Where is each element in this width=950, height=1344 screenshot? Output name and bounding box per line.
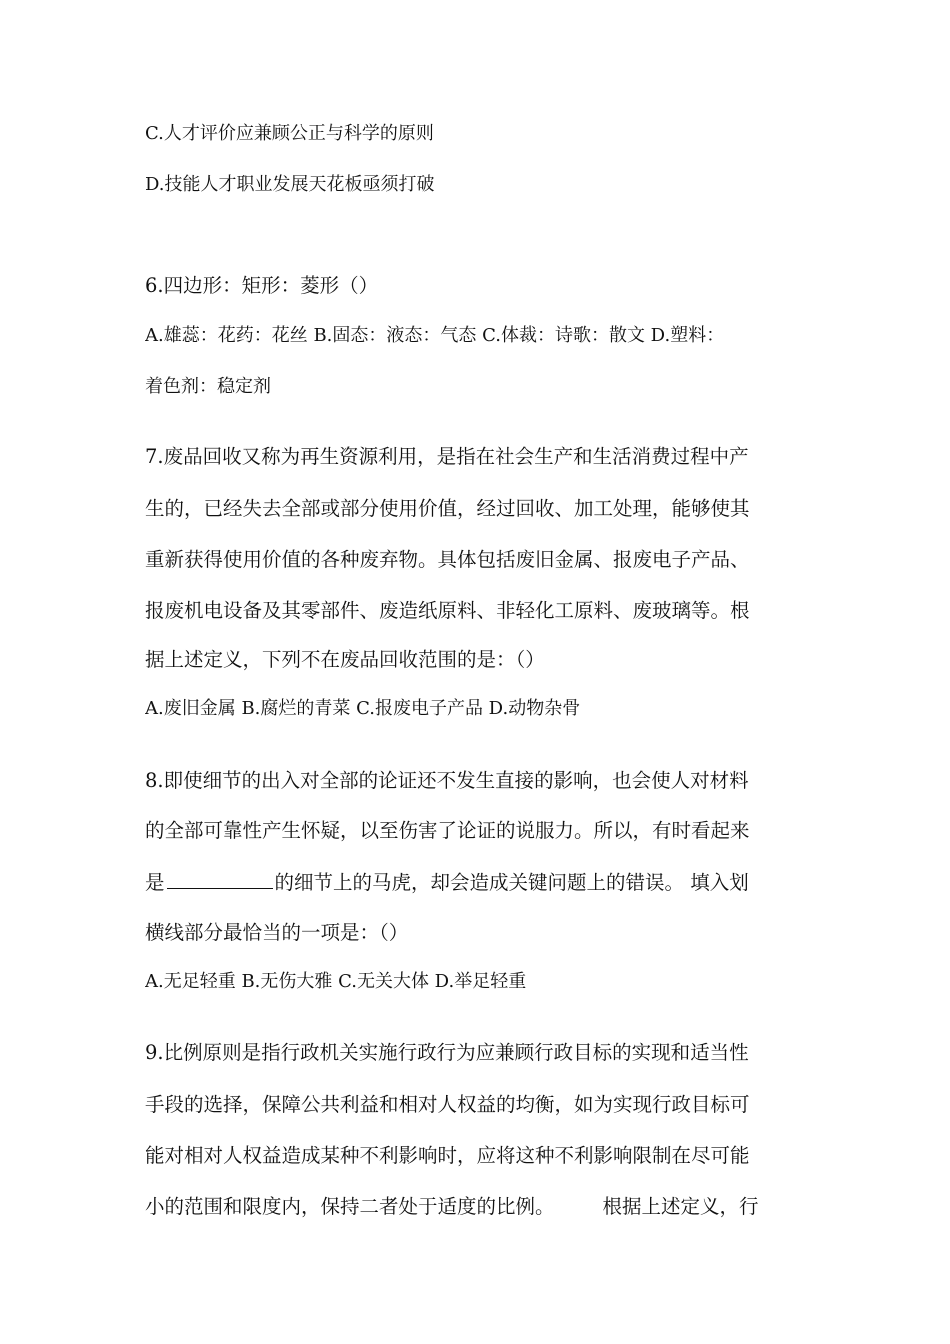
q8-line1: 8.即使细节的出入对全部的论证还不发生直接的影响，也会使人对材料: [145, 769, 749, 792]
q8-options: A.无足轻重 B.无伤大雅 C.无关大体 D.举足轻重: [145, 971, 527, 992]
q8-line3: [145, 868, 815, 898]
q8-line2: 的全部可靠性产生怀疑，以至伤害了论证的说服力。所以，有时看起来: [145, 819, 750, 842]
q9-line1: 9.比例原则是指行政机关实施行政行为应兼顾行政目标的实现和适当性: [145, 1041, 749, 1064]
q6-stem: 6.四边形：矩形：菱形（）: [145, 274, 379, 297]
q9-line4-before: 小的范围和限度内，保持二者处于适度的比例。: [145, 1195, 555, 1218]
q9-line3: 能对相对人权益造成某种不利影响时，应将这种不利影响限制在尽可能: [145, 1144, 750, 1167]
q6-options-line1: A.雄蕊：花药：花丝 B.固态：液态：气态 C.体裁：诗歌：散文 D.塑料：: [145, 325, 725, 346]
q5-option-c: C.人才评价应兼顾公正与科学的原则: [145, 123, 434, 144]
q9-line4-after: 根据上述定义，行: [602, 1195, 759, 1218]
q8-line3-after: 的细节上的马虎，却会造成关键问题上的错误。 填入划: [274, 871, 749, 894]
q8-line4: 横线部分最恰当的一项是：（）: [145, 921, 409, 944]
q8-line3-before: 是: [145, 871, 165, 894]
q5-option-d: D.技能人才职业发展天花板亟须打破: [145, 174, 435, 195]
q7-line2: 生的，已经失去全部或部分使用价值，经过回收、加工处理，能够使其: [145, 497, 750, 520]
q9-line4: [145, 1192, 815, 1222]
q7-line5: 据上述定义，下列不在废品回收范围的是：（）: [145, 648, 545, 671]
q7-line1: 7.废品回收又称为再生资源利用，是指在社会生产和生活消费过程中产: [145, 445, 749, 468]
q9-line2: 手段的选择，保障公共利益和相对人权益的均衡，如为实现行政目标可: [145, 1093, 750, 1116]
q7-line4: 报废机电设备及其零部件、废造纸原料、非轻化工原料、废玻璃等。根: [145, 599, 750, 622]
fill-in-blank: [167, 868, 273, 889]
q7-options: A.废旧金属 B.腐烂的青菜 C.报废电子产品 D.动物杂骨: [145, 698, 581, 719]
q6-options-line2: 着色剂：稳定剂: [145, 376, 271, 397]
q7-line3: 重新获得使用价值的各种废弃物。具体包括废旧金属、报废电子产品、: [145, 548, 750, 571]
